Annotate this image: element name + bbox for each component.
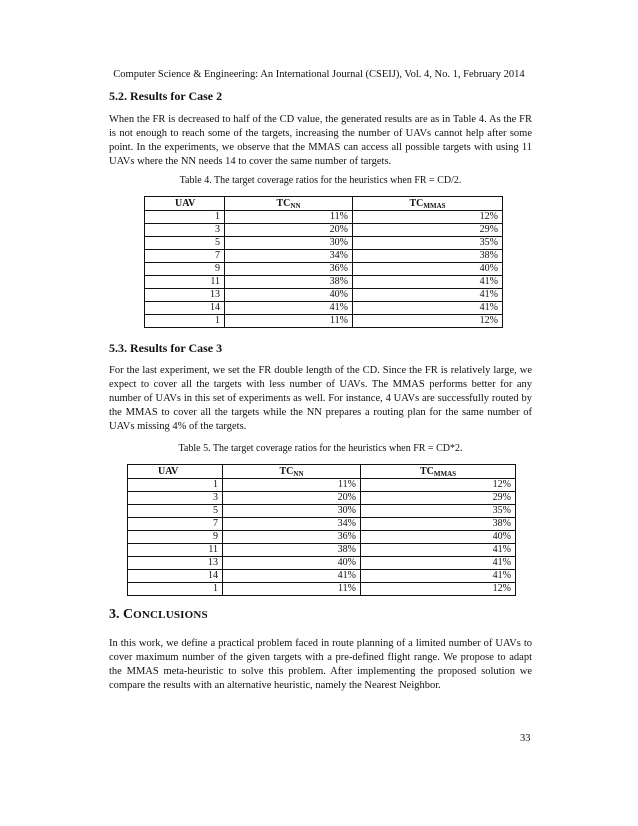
table-row (145, 289, 503, 302)
cell-tc-mmas: 41% (361, 570, 516, 583)
running-header: Computer Science & Engineering: An International Journal (CSEIJ), Vol. 4, No. 1, February 2014 (113, 69, 525, 80)
cell-uav: 7 (128, 518, 223, 531)
cell-tc-nn: 34% (223, 518, 361, 531)
table5-header-row (128, 465, 516, 479)
cell-tc-nn: 36% (225, 263, 353, 276)
cell-tc-mmas: 40% (353, 263, 503, 276)
cell-tc-mmas: 41% (353, 289, 503, 302)
cell-tc-mmas: 12% (361, 479, 516, 492)
cell-tc-mmas: 41% (361, 557, 516, 570)
cell-tc-nn: 40% (225, 289, 353, 302)
table-row (145, 302, 503, 315)
cell-tc-mmas: 35% (353, 237, 503, 250)
table4-col-tc-mmas: $TC_{MMAS}$ (353, 197, 503, 211)
paragraph-case-3: For the last experiment, we set the FR double length of the CD. Since the FR is relatively large, we expect to cover all the targets with less number of UAVs. The MMAS performs better for any number of UAVs in this set of experiments as well. For instance, 4 UAVs are successfully routed by the MMAS to cover all the targets while the NN prepares a routing plan for the same number of UAVs missing 4% of the targets. (109, 365, 532, 432)
cell-tc-nn: 11% (225, 315, 353, 328)
table5-caption: Table 5. The target coverage ratios for the heuristics when FR = CD*2. (178, 443, 463, 454)
cell-uav: 1 (128, 479, 223, 492)
section-5-2-body (109, 113, 532, 169)
table4-caption: Table 4. The target coverage ratios for the heuristics when FR = CD/2. (179, 175, 462, 186)
cell-tc-mmas: 41% (353, 276, 503, 289)
table-row (128, 544, 516, 557)
cell-tc-nn: 38% (223, 544, 361, 557)
table-row (145, 250, 503, 263)
table-row (128, 531, 516, 544)
table-row (128, 583, 516, 596)
table5-col-uav: UAV (128, 465, 223, 479)
table-4 (144, 196, 503, 328)
cell-uav: 14 (128, 570, 223, 583)
table-row (128, 505, 516, 518)
table-5 (127, 464, 516, 596)
section-5-3-body (109, 364, 532, 434)
cell-uav: 11 (145, 276, 225, 289)
table-row (128, 557, 516, 570)
table4-col-tc-nn: $TC_{NN}$ (225, 197, 353, 211)
conclusions-body (109, 637, 532, 693)
cell-tc-mmas: 40% (361, 531, 516, 544)
cell-tc-nn: 34% (225, 250, 353, 263)
section-heading-5-2: 5.2. Results for Case 2 (109, 89, 223, 103)
section-heading-5-3: 5.3. Results for Case 3 (109, 341, 223, 355)
cell-uav: 9 (145, 263, 225, 276)
cell-tc-mmas: 38% (353, 250, 503, 263)
conclusions-heading: 3. CONCLUSIONS (109, 607, 208, 622)
table5-col-tc-mmas: $TC_{MMAS}$ (361, 465, 516, 479)
cell-tc-nn: 11% (223, 479, 361, 492)
cell-tc-mmas: 41% (361, 544, 516, 557)
cell-uav: 13 (145, 289, 225, 302)
table-row (128, 479, 516, 492)
cell-uav: 14 (145, 302, 225, 315)
cell-uav: 3 (145, 224, 225, 237)
cell-uav: 5 (145, 237, 225, 250)
cell-tc-mmas: 29% (361, 492, 516, 505)
paragraph-conclusions: In this work, we define a practical problem faced in route planning of a limited number of UAVs to cover maximum number of the given targets with a pre-defined flight range. We propose to adapt the MMAS meta-heuristic to solve this problem. After implementing the proposed solution we compare the results with an alternative heuristic, namely the Nearest Neighbor. (109, 638, 532, 691)
cell-uav: 7 (145, 250, 225, 263)
cell-uav: 3 (128, 492, 223, 505)
cell-uav: 13 (128, 557, 223, 570)
cell-tc-nn: 41% (225, 302, 353, 315)
cell-tc-nn: 11% (225, 211, 353, 224)
table-row (145, 276, 503, 289)
cell-tc-mmas: 29% (353, 224, 503, 237)
cell-tc-nn: 30% (223, 505, 361, 518)
cell-tc-nn: 38% (225, 276, 353, 289)
cell-tc-mmas: 12% (353, 211, 503, 224)
cell-uav: 1 (145, 315, 225, 328)
table-row (145, 315, 503, 328)
table5-col-tc-nn: $TC_{NN}$ (223, 465, 361, 479)
cell-tc-mmas: 41% (353, 302, 503, 315)
table5-caption-wrap (109, 443, 532, 454)
table-row (145, 237, 503, 250)
table4-header-row (145, 197, 503, 211)
section-5-3 (109, 341, 532, 356)
table5-body (128, 479, 516, 596)
table-row (145, 211, 503, 224)
table4-caption-wrap (109, 175, 532, 186)
section-5-2 (109, 89, 532, 104)
cell-tc-nn: 40% (223, 557, 361, 570)
cell-uav: 9 (128, 531, 223, 544)
table-row (128, 518, 516, 531)
table-row (145, 224, 503, 237)
cell-tc-nn: 11% (223, 583, 361, 596)
cell-uav: 1 (128, 583, 223, 596)
table-row (145, 263, 503, 276)
cell-tc-nn: 41% (223, 570, 361, 583)
paragraph-case-2: When the FR is decreased to half of the CD value, the generated results are as in Table 4. As the FR is not enough to reach some of the targets, increasing the number of UAVs cannot help after some point. In the experiments, we observe that the MMAS can access all possible targets with using 11 UAVs where the NN needs 14 to cover the same number of targets. (109, 114, 532, 167)
table4-col-uav: UAV (145, 197, 225, 211)
table4-body (145, 211, 503, 328)
table-row (128, 570, 516, 583)
cell-tc-nn: 36% (223, 531, 361, 544)
cell-tc-mmas: 12% (353, 315, 503, 328)
conclusions-heading-wrap (109, 607, 532, 623)
table-row (128, 492, 516, 505)
cell-tc-nn: 20% (225, 224, 353, 237)
cell-uav: 11 (128, 544, 223, 557)
page-number: 33 (520, 733, 531, 744)
cell-tc-nn: 30% (225, 237, 353, 250)
cell-tc-mmas: 12% (361, 583, 516, 596)
cell-tc-mmas: 35% (361, 505, 516, 518)
cell-tc-nn: 20% (223, 492, 361, 505)
cell-tc-mmas: 38% (361, 518, 516, 531)
cell-uav: 5 (128, 505, 223, 518)
cell-uav: 1 (145, 211, 225, 224)
